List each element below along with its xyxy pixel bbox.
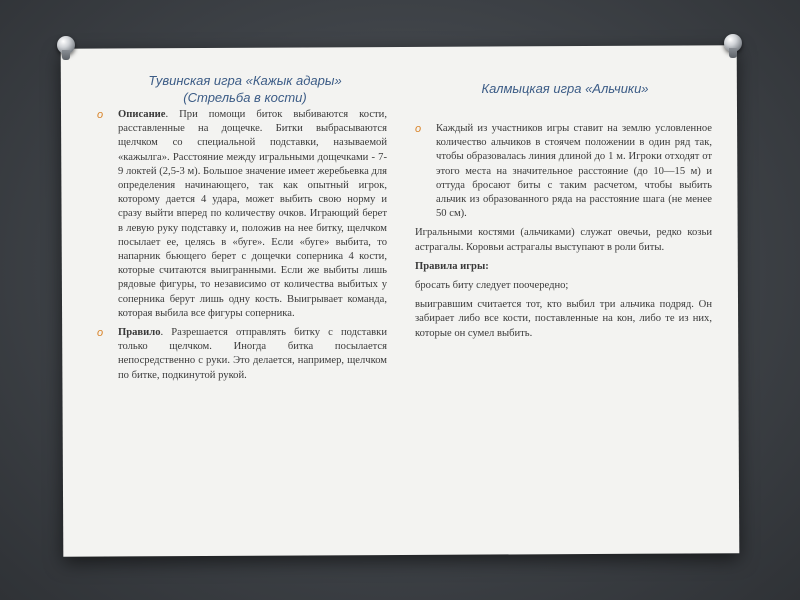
rule-paragraph — [97, 326, 387, 383]
left-title-line2: (Стрельба в кости) — [183, 90, 307, 105]
left-column — [97, 108, 387, 388]
pushpin-icon — [57, 36, 75, 54]
description-text: . При помощи биток выбиваются кости, расставленные на дощечке. Битки выбрасываются щелчком со специальной подставки, называемой «кажылга». Расстояние между игральными дощечками - 7-9 локтей (2,5-3 м). Большое значение имеет жеребьевка для определения начинающего, так как опытный игрок, которому дается 4 удара, может выбить свою норму и сразу выйти вперед по количеству очков. Играющий берет в левую руку подставку и, положив на нее битку, щелчком посылает ее, целясь в «буге». Если «буге» выбита, то напарник бьющего берет с дощечки соперника 4 кости, которые считаются выигранными. Если же выбиты лишь рядовые фигуры, то независимо от количества выбитых у соперника берут лишь одну кость. Выигрывает команда, которая выбила все фигуры соперника. — [118, 109, 387, 319]
right-column — [415, 122, 712, 346]
rule-label: Правило — [118, 327, 161, 339]
rule-text: . Разрешается отправлять битку с подставки только щелчком. Иногда битка посылается непосредственно с руки. Это делается, например, щелчком по битке, подкинутой рукой. — [118, 327, 387, 381]
ring-bullet-icon: o — [97, 109, 104, 121]
rules-line-1: бросать биту следует поочередно; — [415, 280, 569, 292]
game-description-paragraph — [415, 122, 712, 221]
game-description-text: Каждый из участников игры ставит на землю условленное количество альчиков в стоячем положении в один ряд так, чтобы образовалась линия длиной до 1 м. Игроки отходят от этого места на значительное расстояние (до 10—15 м) и оттуда бросают биты с таким расчетом, чтобы выбить альчик из образованного ряда на расстояние шага (не менее 50 см). — [436, 123, 712, 220]
rules-line-2: выигравшим считается тот, кто выбил три альчика подряд. Он забирает либо все кости, поставленные на кон, либо те из них, которые он сумел выбить. — [415, 299, 712, 339]
rules-heading: Правила игры: — [415, 260, 489, 272]
ring-bullet-icon: o — [415, 123, 422, 135]
bones-paragraph: Игральными костями (альчиками) служат овечьи, редко козьи астрагалы. Коровьи астрагалы выступают в роли биты. — [415, 227, 712, 253]
right-column-title: Калмыцкая игра «Альчики» — [481, 81, 649, 96]
pushpin-icon — [724, 34, 742, 52]
left-title-line1: Тувинская игра «Кажык адары» — [148, 73, 342, 88]
left-column-title — [110, 72, 380, 106]
description-label: Описание — [118, 109, 166, 120]
ring-bullet-icon: o — [97, 327, 104, 340]
description-paragraph — [97, 108, 387, 321]
